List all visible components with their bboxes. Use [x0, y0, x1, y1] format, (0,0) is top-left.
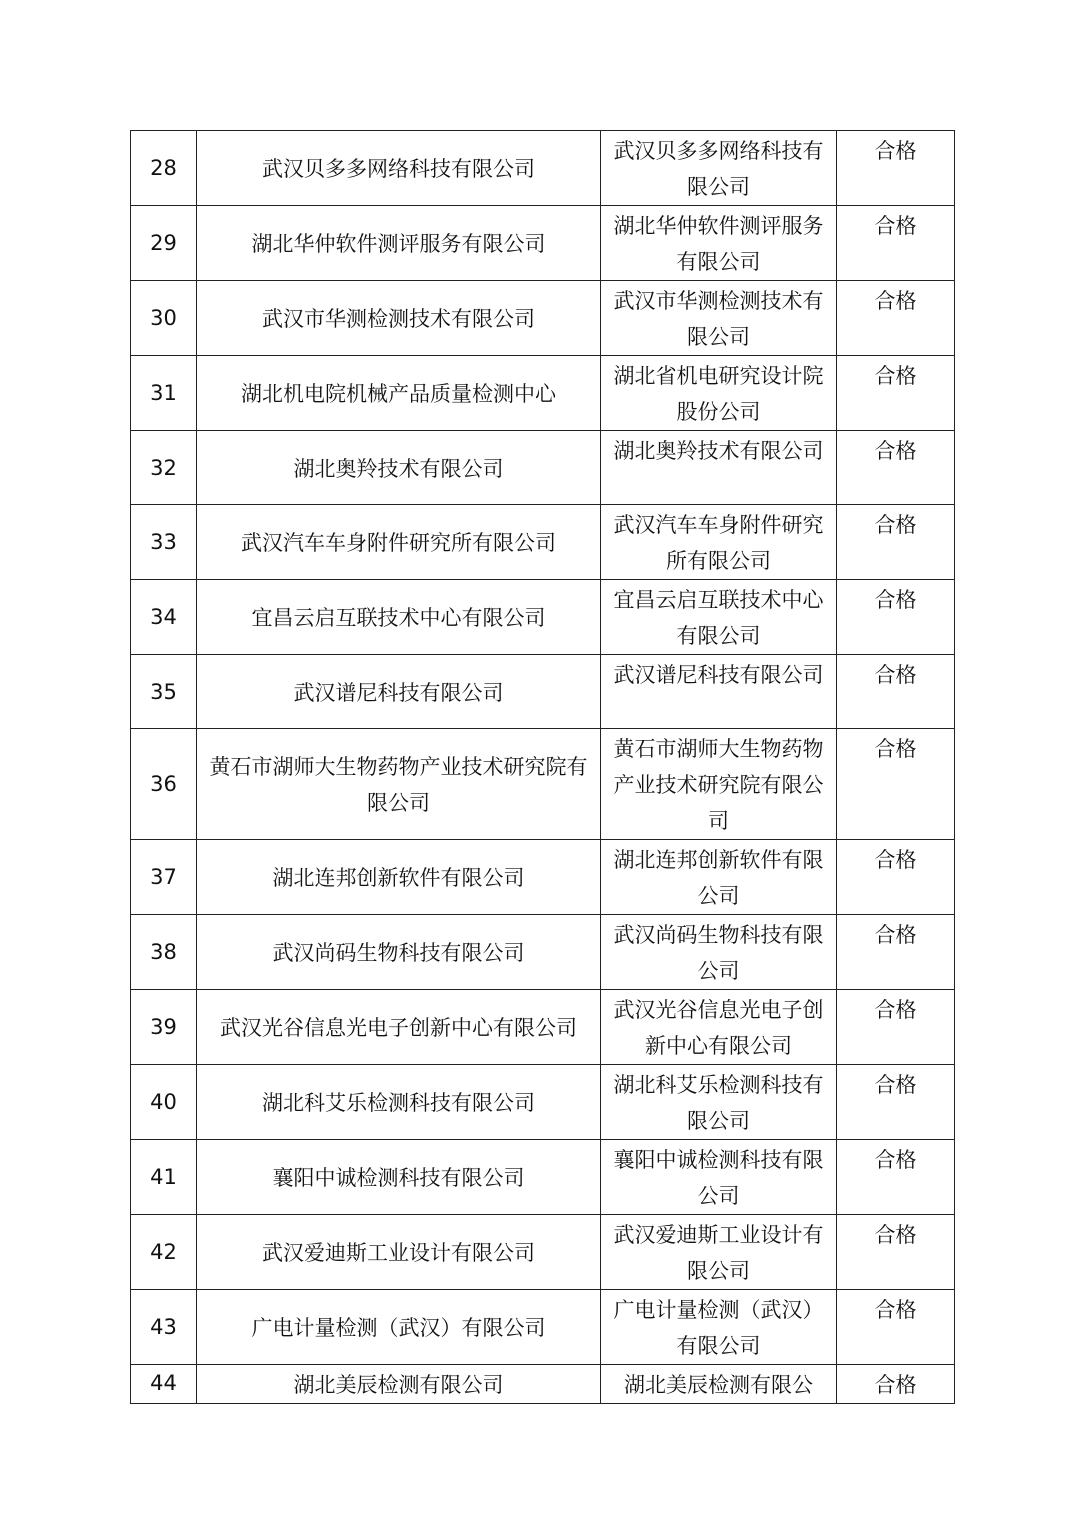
- company-name: 湖北科艾乐检测科技有限公司: [197, 1065, 601, 1140]
- row-number: 43: [131, 1290, 197, 1365]
- table-row: [131, 1290, 955, 1365]
- table-row: [131, 655, 955, 729]
- row-number: 30: [131, 281, 197, 356]
- company-name: 武汉尚码生物科技有限公司: [197, 915, 601, 990]
- unit-name: 武汉谱尼科技有限公司: [601, 655, 837, 729]
- company-name: 湖北奥羚技术有限公司: [197, 431, 601, 505]
- result-status: 合格: [837, 356, 955, 431]
- unit-name: 黄石市湖师大生物药物产业技术研究院有限公司: [601, 729, 837, 840]
- unit-name: 湖北科艾乐检测科技有限公司: [601, 1065, 837, 1140]
- unit-name: 武汉尚码生物科技有限公司: [601, 915, 837, 990]
- row-number: 38: [131, 915, 197, 990]
- company-name: 襄阳中诚检测科技有限公司: [197, 1140, 601, 1215]
- row-number: 33: [131, 505, 197, 580]
- company-name: 武汉爱迪斯工业设计有限公司: [197, 1215, 601, 1290]
- result-status: 合格: [837, 131, 955, 206]
- result-status: 合格: [837, 431, 955, 505]
- unit-name: 广电计量检测（武汉）有限公司: [601, 1290, 837, 1365]
- result-status: 合格: [837, 729, 955, 840]
- row-number: 29: [131, 206, 197, 281]
- result-status: 合格: [837, 206, 955, 281]
- company-name: 湖北机电院机械产品质量检测中心: [197, 356, 601, 431]
- company-name: 湖北连邦创新软件有限公司: [197, 840, 601, 915]
- unit-name: 襄阳中诚检测科技有限公司: [601, 1140, 837, 1215]
- unit-name: 湖北连邦创新软件有限公司: [601, 840, 837, 915]
- result-status: 合格: [837, 580, 955, 655]
- company-name: 黄石市湖师大生物药物产业技术研究院有限公司: [197, 729, 601, 840]
- row-number: 36: [131, 729, 197, 840]
- table-row: [131, 206, 955, 281]
- table-row: [131, 1140, 955, 1215]
- table-row: [131, 1365, 955, 1404]
- unit-name: 武汉光谷信息光电子创新中心有限公司: [601, 990, 837, 1065]
- row-number: 41: [131, 1140, 197, 1215]
- unit-name: 宜昌云启互联技术中心有限公司: [601, 580, 837, 655]
- result-status: 合格: [837, 655, 955, 729]
- table-row: [131, 840, 955, 915]
- table-row: [131, 431, 955, 505]
- table-row: [131, 281, 955, 356]
- table-row: [131, 729, 955, 840]
- result-status: 合格: [837, 281, 955, 356]
- result-status: 合格: [837, 1140, 955, 1215]
- result-status: 合格: [837, 915, 955, 990]
- unit-name: 湖北美辰检测有限公: [601, 1365, 837, 1404]
- company-name: 宜昌云启互联技术中心有限公司: [197, 580, 601, 655]
- result-status: 合格: [837, 1365, 955, 1404]
- unit-name: 湖北华仲软件测评服务有限公司: [601, 206, 837, 281]
- result-status: 合格: [837, 1065, 955, 1140]
- row-number: 34: [131, 580, 197, 655]
- table-row: [131, 1065, 955, 1140]
- row-number: 40: [131, 1065, 197, 1140]
- company-name: 武汉光谷信息光电子创新中心有限公司: [197, 990, 601, 1065]
- unit-name: 武汉爱迪斯工业设计有限公司: [601, 1215, 837, 1290]
- unit-name: 武汉市华测检测技术有限公司: [601, 281, 837, 356]
- row-number: 37: [131, 840, 197, 915]
- row-number: 42: [131, 1215, 197, 1290]
- result-status: 合格: [837, 1290, 955, 1365]
- result-status: 合格: [837, 840, 955, 915]
- results-table: [130, 130, 955, 1404]
- table-row: [131, 1215, 955, 1290]
- unit-name: 武汉汽车车身附件研究所有限公司: [601, 505, 837, 580]
- row-number: 28: [131, 131, 197, 206]
- table-row: [131, 505, 955, 580]
- row-number: 32: [131, 431, 197, 505]
- row-number: 44: [131, 1365, 197, 1404]
- table-row: [131, 915, 955, 990]
- company-name: 武汉贝多多网络科技有限公司: [197, 131, 601, 206]
- row-number: 35: [131, 655, 197, 729]
- result-status: 合格: [837, 505, 955, 580]
- results-table-body: [131, 131, 955, 1404]
- company-name: 湖北华仲软件测评服务有限公司: [197, 206, 601, 281]
- company-name: 武汉谱尼科技有限公司: [197, 655, 601, 729]
- result-status: 合格: [837, 990, 955, 1065]
- row-number: 31: [131, 356, 197, 431]
- company-name: 武汉市华测检测技术有限公司: [197, 281, 601, 356]
- table-row: [131, 580, 955, 655]
- company-name: 湖北美辰检测有限公司: [197, 1365, 601, 1404]
- table-row: [131, 131, 955, 206]
- table-row: [131, 990, 955, 1065]
- company-name: 广电计量检测（武汉）有限公司: [197, 1290, 601, 1365]
- company-name: 武汉汽车车身附件研究所有限公司: [197, 505, 601, 580]
- unit-name: 武汉贝多多网络科技有限公司: [601, 131, 837, 206]
- result-status: 合格: [837, 1215, 955, 1290]
- table-row: [131, 356, 955, 431]
- row-number: 39: [131, 990, 197, 1065]
- unit-name: 湖北奥羚技术有限公司: [601, 431, 837, 505]
- unit-name: 湖北省机电研究设计院股份公司: [601, 356, 837, 431]
